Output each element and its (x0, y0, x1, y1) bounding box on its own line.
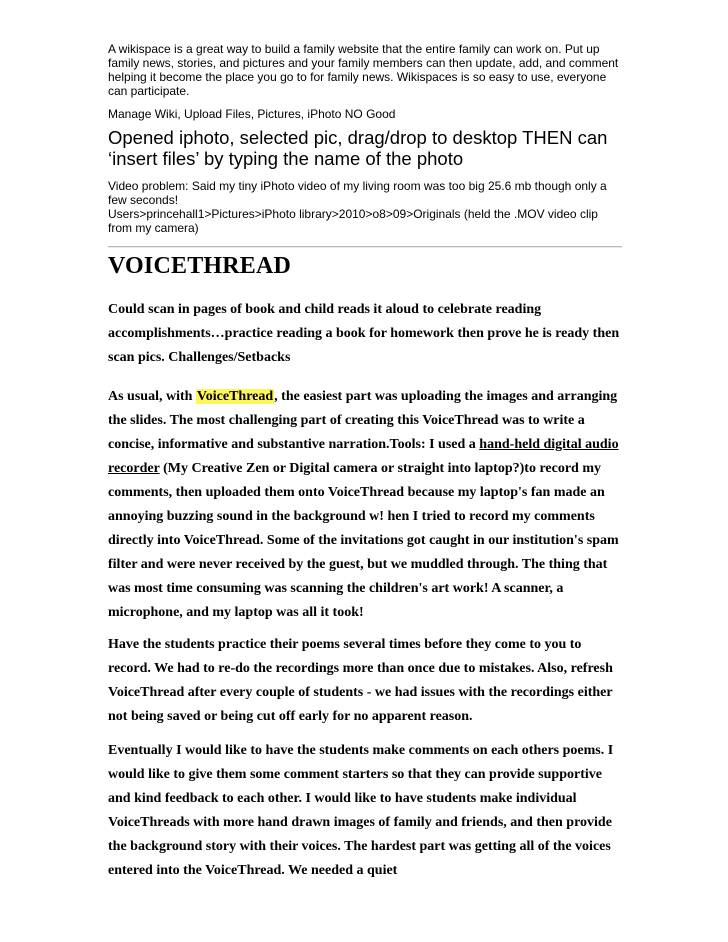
voicethread-paragraph-2 (108, 385, 624, 625)
paragraph-2-intro: As usual, with (108, 389, 196, 404)
horizontal-divider (108, 246, 622, 247)
paragraph-2-middle: , the easiest part was uploading the images and arranging the slides. The most challenging part of creating this VoiceThread was to write a concise, informative and substantive narration.Tools: I used a (108, 389, 618, 452)
voicethread-paragraph-1: Could scan in pages of book and child reads it aloud to celebrate reading accomplishments…practice reading a book for homework then prove he is ready then scan pics. Challenges/Setbacks (108, 302, 620, 365)
video-problem-block (108, 179, 624, 235)
iphoto-tip-text: Opened iphoto, selected pic, drag/drop to desktop THEN can ‘insert files’ by typing the name of the photo (108, 127, 608, 169)
voicethread-paragraph-3: Have the students practice their poems several times before they come to you to record. We had to re-do the recordings more than once due to mistakes. Also, refresh VoiceThread after every couple of students - we had issues with the recordings either not being saved or being cut off early for no apparent reason. (108, 637, 613, 724)
voicethread-paragraph-4: Eventually I would like to have the students make comments on each others poems. I would like to give them some comment starters so that they can provide supportive and kind feedback to each other. I would like to have students make individual VoiceThreads with more hand drawn images of family and friends, and then provide the background story with their voices. The hardest part was getting all of the voices entered into the VoiceThread. We needed a quiet (108, 743, 614, 878)
voicethread-heading: VOICETHREAD (108, 253, 292, 279)
paragraph-2-rest: (My Creative Zen or Digital camera or straight into laptop?)to record my comments, then uploaded them onto VoiceThread because my laptop's fan made an annoying buzzing sound in the background w! hen I tried to record my comments directly into VoiceThread. Some of the invitations got caught in our institution's spam filter and were never received by the guest, but we muddled through. The thing that was most time consuming was scanning the children's art work! A scanner, a microphone, and my laptop was all it took! (108, 461, 619, 620)
video-file-path: Users>princehall1>Pictures>iPhoto library>2010>o8>09>Originals (held the .MOV video clip from my camera) (108, 207, 598, 235)
wikispace-intro-text: A wikispace is a great way to build a family website that the entire family can work on. Put up family news, stories, and pictures and your family members can then update, add, and comment helping it become the place you go to for family news. Wikispaces is so easy to use, everyone can participate. (108, 42, 619, 98)
manage-wiki-note: Manage Wiki, Upload Files, Pictures, iPhoto NO Good (108, 107, 396, 121)
audio-recorder-link[interactable]: hand-held digital audio recorder (108, 437, 619, 476)
video-problem-text: Video problem: Said my tiny iPhoto video of my living room was too big 25.6 mb though only a few seconds! (108, 179, 607, 207)
voicethread-highlight: VoiceThread (196, 389, 274, 404)
